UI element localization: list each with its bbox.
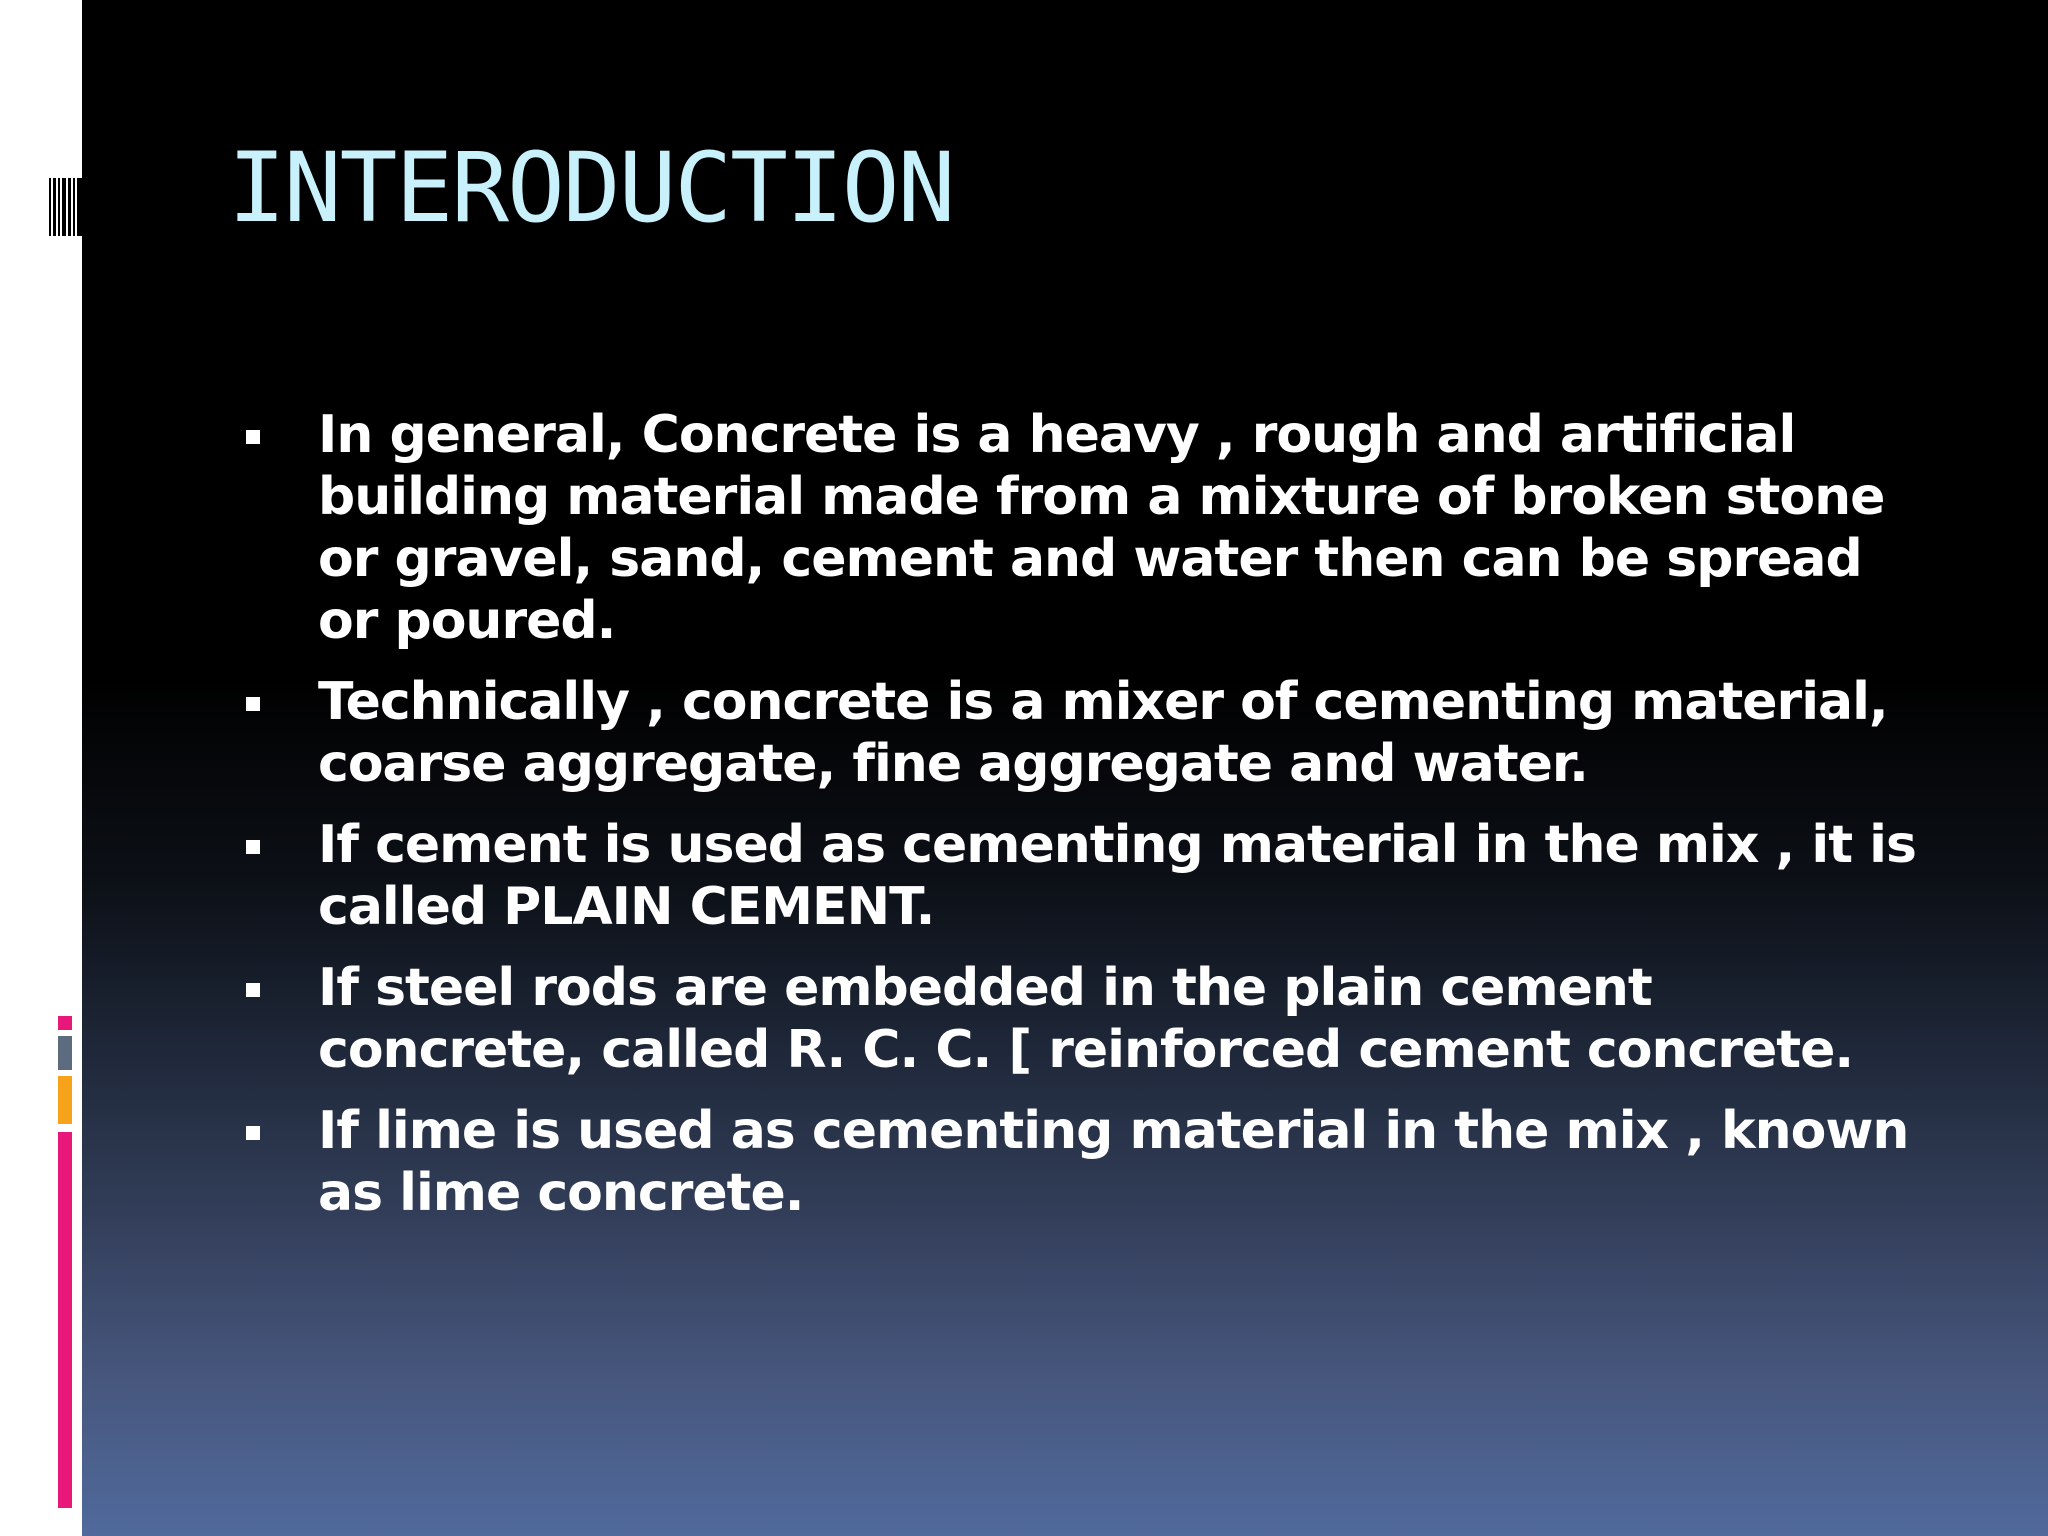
bullet-text: If steel rods are embedded in the plain cement concrete, called R. C. C. [ reinforced cement concrete.: [318, 958, 1854, 1080]
bullet-item: [238, 404, 1918, 652]
bullet-item: [238, 1100, 1918, 1224]
bullet-text: If lime is used as cementing material in the mix , known as lime concrete.: [318, 1101, 1909, 1223]
square-bullet-icon: [246, 430, 260, 444]
bullet-text: Technically , concrete is a mixer of cementing material, coarse aggregate, fine aggregate and water.: [318, 672, 1888, 794]
square-bullet-icon: [246, 697, 260, 711]
square-bullet-icon: [246, 1126, 260, 1140]
square-bullet-icon: [246, 983, 260, 997]
square-bullet-icon: [246, 840, 260, 854]
bullet-text: If cement is used as cementing material in the mix , it is called PLAIN CEMENT.: [318, 815, 1916, 937]
bullet-item: [238, 671, 1918, 795]
bullet-list: [238, 404, 1918, 1243]
bullet-text: In general, Concrete is a heavy , rough and artificial building material made from a mixture of broken stone or gravel, sand, cement and water then can be spread or poured.: [318, 405, 1885, 651]
bullet-item: [238, 814, 1918, 938]
slide-title: INTERODUCTION: [228, 132, 954, 244]
bullet-item: [238, 957, 1918, 1081]
